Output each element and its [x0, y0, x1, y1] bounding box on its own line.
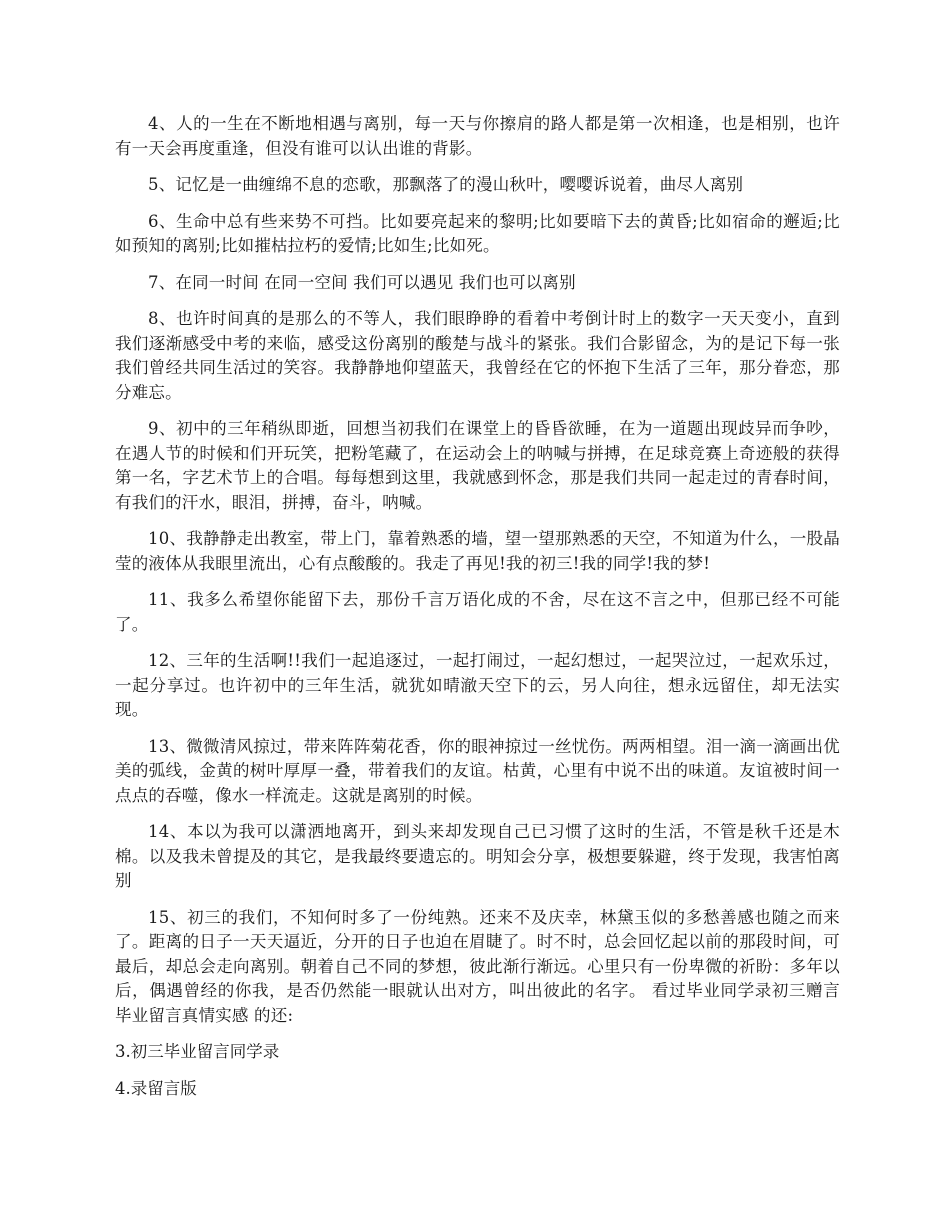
document-body — [115, 112, 840, 1113]
related-link-2[interactable]: 4.录留言版 — [115, 1078, 197, 1098]
related-link-1[interactable]: 3.初三毕业留言同学录 — [115, 1042, 280, 1061]
paragraph-8: 8、也许时间真的是那么的不等人，我们眼睁睁的看着中考倒计时上的数字一天天变小，直到我们逐渐感受中考的来临，感受这份离别的酸楚与战斗的紧张。我们合影留念，为的是记下每一张我们曾经共同生活过的笑容。我静静地仰望蓝天，我曾经在它的怀抱下生活了三年，那分眷恋，那分难忘。 — [115, 309, 840, 402]
paragraph-5: 5、记忆是一曲缠绵不息的恋歌，那飘落了的漫山秋叶，嘤嘤诉说着，曲尽人离别 — [148, 175, 744, 194]
paragraph-9: 9、初中的三年稍纵即逝，回想当初我们在课堂上的昏昏欲睡，在为一道题出现歧异而争吵，在遇人节的时候和们开玩笑，把粉笔藏了，在运动会上的呐喊与拼搏，在足球竞赛上奇迹般的获得第一名，字艺术节上的合唱。每每想到这里，我就感到怀念，那是我们共同一起走过的青春时间，有我们的汗水，眼泪，拼搏，奋斗，呐喊。 — [115, 419, 840, 512]
paragraph-11: 11、我多么希望你能留下去，那份千言万语化成的不舍，尽在这不言之中，但那已经不可能了。 — [115, 590, 840, 634]
paragraph-15: 15、初三的我们，不知何时多了一份纯熟。还来不及庆幸，林黛玉似的多愁善感也随之而来了。距离的日子一天天逼近，分开的日子也迫在眉睫了。时不时，总会回忆起以前的那段时间，可最后，却总会走向离别。朝着自己不同的梦想，彼此渐行渐远。心里只有一份卑微的祈盼：多年以后，偶遇曾经的你我，是否仍然能一眼就认出对方，叫出彼此的名字。 看过毕业同学录初三赠言 毕业留言真情实感 的还: — [115, 907, 840, 1025]
paragraph-7: 7、在同一时间 在同一空间 我们可以遇见 我们也可以离别 — [148, 272, 576, 292]
paragraph-4: 4、人的一生在不断地相遇与离别，每一天与你擦肩的路人都是第一次相逢，也是相别，也许有一天会再度重逢，但没有谁可以认出谁的背影。 — [115, 114, 840, 158]
paragraph-13: 13、微微清风掠过，带来阵阵菊花香，你的眼神掠过一丝忧伤。两两相望。泪一滴一滴画出优美的弧线，金黄的树叶厚厚一叠，带着我们的友谊。枯黄，心里有中说不出的味道。友谊被时间一点点的吞噬，像水一样流走。这就是离别的时候。 — [115, 736, 840, 805]
paragraph-10: 10、我静静走出教室，带上门，靠着熟悉的墙，望一望那熟悉的天空，不知道为什么，一股晶莹的液体从我眼里流出，心有点酸酸的。我走了再见!我的初三!我的同学!我的梦! — [115, 529, 840, 573]
paragraph-6: 6、生命中总有些来势不可挡。比如要亮起来的黎明;比如要暗下去的黄昏;比如宿命的邂逅;比如预知的离别;比如摧枯拉朽的爱情;比如生;比如死。 — [115, 211, 840, 255]
paragraph-14: 14、本以为我可以潇洒地离开，到头来却发现自己已习惯了这时的生活，不管是秋千还是木棉。以及我未曾提及的其它，是我最终要遗忘的。明知会分享，极想要躲避，终于发现，我害怕离别 — [115, 822, 840, 890]
paragraph-12: 12、三年的生活啊!!我们一起追逐过，一起打闹过，一起幻想过，一起哭泣过，一起欢乐过，一起分享过。也许初中的三年生活，就犹如晴澈天空下的云，另人向往，想永远留住，却无法实现。 — [115, 651, 840, 719]
